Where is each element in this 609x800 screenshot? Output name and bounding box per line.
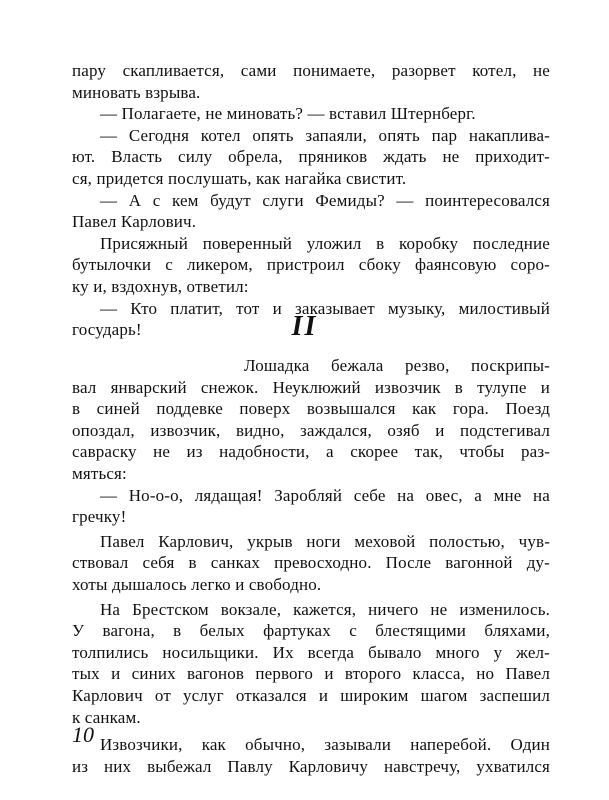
chapter-heading: II: [291, 311, 318, 342]
text-line: ствовал себя в санках превосходно. После вагонной ду-: [72, 553, 550, 573]
text-line: ют. Власть силу обрела, пряников ждать не приходит-: [72, 147, 550, 167]
text-line: Лошадка бежала резво, поскрипы-: [244, 356, 550, 375]
text-line: миновать взрыва.: [72, 82, 201, 102]
text-line: толпились носильщики. Их всегда бывало много у жел-: [72, 642, 550, 662]
text-line: — Полагаете, не миновать? — вставил Штернберг.: [100, 104, 476, 124]
text-line: в синей поддевке поверх возвышался как гора. Поезд: [72, 399, 550, 419]
page-number: 10: [72, 722, 94, 747]
text-line: из них выбежал Павлу Карловичу навстречу, ухватился: [72, 756, 550, 776]
text-line: бутылочки с ликером, пристроил сбоку фаянсовую соро-: [72, 255, 550, 275]
text-line: — Сегодня котел опять запаяли, опять пар накаплива-: [100, 125, 550, 145]
text-line: гречку!: [72, 507, 127, 527]
text-line: государь!: [72, 320, 142, 340]
text-line: Присяжный поверенный уложил в коробку последние: [100, 233, 550, 253]
text-line: — А с кем будут слуги Фемиды? — поинтересовался: [100, 190, 550, 210]
text-line: савраску не из надобности, а скорее так, чтобы раз-: [72, 442, 550, 462]
text-line: — Но-о-о, лядащая! Заробляй себе на овес, а мне на: [100, 485, 550, 505]
text-line: — Кто платит, тот и заказывает музыку, милостивый: [100, 298, 550, 318]
text-line: пару скапливается, сами понимаете, разорвет котел, не: [72, 61, 550, 80]
text-line: Павел Карлович, укрыв ноги меховой полостью, чув-: [100, 531, 550, 551]
text-line: Карлович от услуг отказался и широким шагом заспешил: [72, 685, 550, 705]
text-line: тых и синих вагонов первого и второго класса, но Павел: [72, 664, 550, 684]
text-line: Павел Карлович.: [72, 212, 197, 232]
text-line: к санкам.: [72, 707, 141, 727]
text-section-1: [72, 60, 550, 341]
text-line: На Брестском вокзале, кажется, ничего не изменилось.: [100, 599, 550, 619]
text-line: ся, придется послушать, как нагайка свистит.: [72, 168, 407, 188]
text-line: хоты дышалось легко и свободно.: [72, 574, 322, 594]
text-line: вал январский снежок. Неуклюжий извозчик в тулупе и: [72, 377, 550, 397]
text-line: опоздал, извозчик, видно, заждался, озяб и подстегивал: [72, 420, 550, 440]
text-line: У вагона, в белых фартуках с блестящими бляхами,: [72, 621, 550, 641]
text-line: Извозчики, как обычно, зазывали наперебой. Один: [100, 735, 550, 755]
text-section-2: [72, 355, 550, 777]
text-line: мяться:: [72, 463, 127, 483]
text-line: ку и, вздохнув, ответил:: [72, 276, 249, 296]
